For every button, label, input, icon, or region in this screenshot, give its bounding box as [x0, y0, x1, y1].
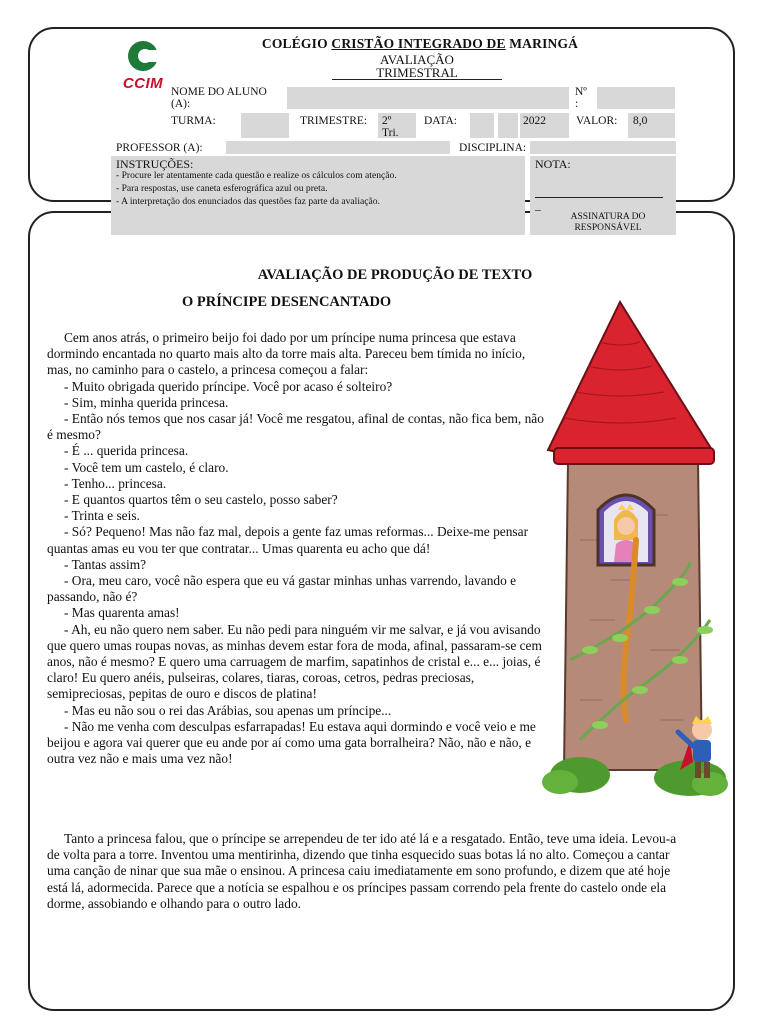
tower-illustration [540, 300, 730, 805]
student-name-field[interactable] [287, 87, 569, 109]
story-title: O PRÍNCIPE DESENCANTADO [182, 294, 392, 310]
tower-icon [540, 300, 730, 805]
date-day-field[interactable] [470, 113, 494, 138]
story-paragraph: - Trinta e seis. [64, 508, 140, 524]
page-title: AVALIAÇÃO DE PRODUÇÃO DE TEXTO [257, 267, 533, 283]
signature-label: ASSINATURA DO RESPONSÁVEL [570, 212, 646, 233]
grade-label: NOTA: [535, 157, 571, 171]
class-label: TURMA: [171, 115, 216, 127]
student-number-field[interactable] [597, 87, 675, 109]
story-paragraph: - Tenho... princesa. [64, 475, 167, 491]
subject-field[interactable] [530, 141, 676, 154]
date-month-field[interactable] [498, 113, 518, 138]
value-value: 8,0 [633, 115, 648, 127]
story-paragraph: - Ah, eu não quero nem saber. Eu não pedi para ninguém vir me salvar, e já vou avisando que quero umas roupas novas, as minhas devem estar fora de moda, afinal, passaram-se cem anos, não é mesmo? E quero uma carruagem de marfim, sapatinhos de cristal e... e... joias, é claro! Eu quero anéis, pulseiras, colares, tiaras, coroas, cetros, pedras preciosas, semipreciosas, pepitas de ouro e discos de platina! [47, 621, 542, 702]
story-paragraph: - Você tem um castelo, é claro. [64, 459, 229, 475]
story-paragraph: - Muito obrigada querido príncipe. Você por acaso é solteiro? [64, 378, 393, 394]
exam-type: AVALIAÇÃO TRIMESTRAL [332, 53, 502, 80]
story-paragraph: - E quantos quartos têm o seu castelo, posso saber? [64, 492, 338, 508]
logo-text: CCIM [122, 75, 164, 92]
term-value: 2º Tri. [382, 115, 399, 139]
teacher-label: PROFESSOR (A): [116, 142, 203, 154]
year-value: 2022 [523, 115, 546, 127]
date-label: DATA: [424, 115, 457, 127]
story-paragraph: - Não me venha com desculpas esfarrapadas! Eu estava aqui dormindo e você veio e me beijou e agora vai querer que eu ande por aí como uma gata borralheira? Não, não e não, e outra vez não e mais uma vez não! [47, 718, 536, 767]
instruction-item: - Para respostas, use caneta esferográfica azul ou preta. [116, 183, 328, 194]
student-name-label: NOME DO ALUNO (A): [171, 86, 267, 110]
story-paragraph: - Então nós temos que nos casar já! Você me resgatou, afinal de contas, não fica bem, não é mesmo? [47, 411, 544, 443]
story-paragraph: - Sim, minha querida princesa. [64, 394, 229, 410]
story-paragraph: - Tantas assim? [64, 556, 147, 572]
story-paragraph: - Mas quarenta amas! [64, 605, 180, 621]
subject-label: DISCIPLINA: [459, 142, 527, 154]
story-closing [47, 831, 687, 912]
story-text [47, 330, 547, 767]
value-label: VALOR: [576, 115, 618, 127]
school-name: COLÉGIO CRISTÃO INTEGRADO DE MARINGÁ [261, 36, 579, 51]
story-paragraph: Cem anos atrás, o primeiro beijo foi dado por um príncipe numa princesa que estava dormindo encantada no quarto mais alto da torre mais alta. Pareceu bem tímida no início, mas, no caminho para o castelo, a princesa começou a falar: [47, 330, 526, 378]
story-paragraph: - Mas eu não sou o rei das Arábias, sou apenas um príncipe... [64, 702, 392, 718]
instructions-title: INSTRUÇÕES: [116, 157, 194, 171]
student-number-label: Nº : [575, 86, 587, 110]
class-field[interactable] [241, 113, 289, 138]
story-paragraph: - É ... querida princesa. [64, 443, 189, 459]
school-logo [117, 38, 169, 96]
instruction-item: - A interpretação dos enunciados das questões faz parte da avaliação. [116, 196, 380, 207]
signature-dash: _ [535, 200, 541, 212]
story-paragraph: Tanto a princesa falou, que o príncipe se arrependeu de ter ido até lá e a resgatado. Então, teve uma ideia. Levou-a de volta para a torre. Inventou uma mentirinha, dizendo que tinha esquecido suas botas lá no alto. Começou a cantar uma canção de ninar que sua mãe o ensinou. A princesa caiu imediatamente em sono profundo, e dizem que até hoje está lá, adormecida. Parece que a notícia se espalhou e os príncipes passam correndo pela frente do castelo onde ela dorme, assobiando e olhando para o outro lado. [47, 831, 677, 911]
term-label: TRIMESTRE: [300, 115, 368, 127]
story-paragraph: - Ora, meu caro, você não espera que eu vá gastar minhas unhas varrendo, lavando e passando, não é? [47, 573, 517, 605]
signature-line[interactable] [535, 197, 663, 198]
instruction-item: - Procure ler atentamente cada questão e realize os cálculos com atenção. [116, 170, 397, 181]
story-paragraph: - Só? Pequeno! Mas não faz mal, depois a gente faz umas reformas... Deixe-me pensar quantas amas eu vou ter que contratar... Umas quarenta eu acho que dá! [47, 524, 529, 556]
teacher-field[interactable] [226, 141, 450, 154]
